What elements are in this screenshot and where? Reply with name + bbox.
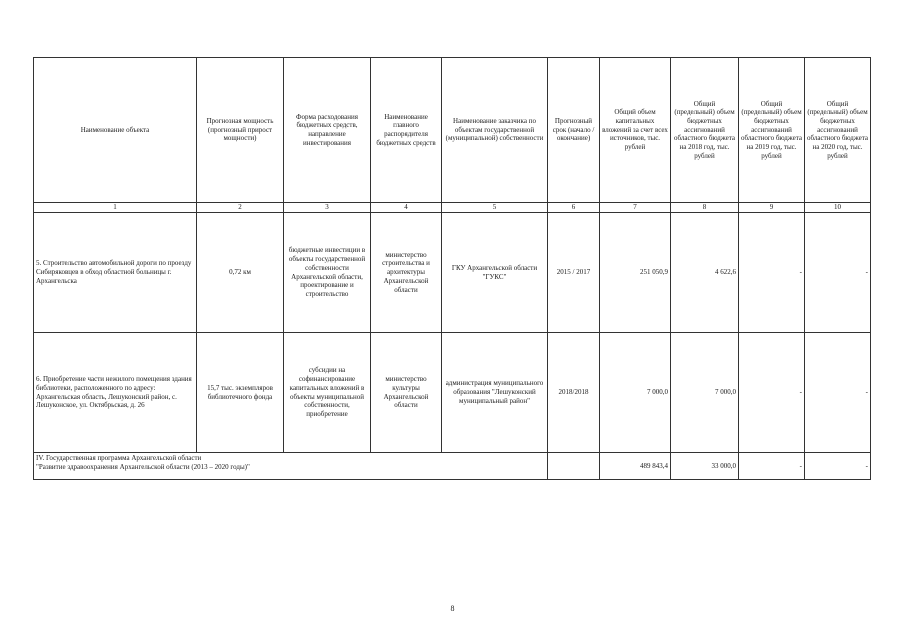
distributor-cell: министерство строительства и архитектуры Архангельской области — [371, 213, 442, 333]
program-row — [34, 453, 871, 480]
capacity-cell: 0,72 км — [197, 213, 284, 333]
budget-2020-cell: - — [805, 333, 871, 453]
capital-investments-table — [33, 57, 871, 480]
budget-2019-cell: - — [739, 333, 805, 453]
column-number: 2 — [197, 203, 284, 213]
program-budget-2020-cell: - — [805, 453, 871, 480]
program-title-cell — [34, 453, 548, 480]
header-budget-distributor: Наименование главного распорядителя бюджетных средств — [371, 58, 442, 203]
total-cell: 251 050,9 — [600, 213, 671, 333]
table-row — [34, 333, 871, 453]
column-number: 7 — [600, 203, 671, 213]
term-cell: 2018/2018 — [548, 333, 600, 453]
header-budget-2019: Общий (предельный) объем бюджетных ассигнований областного бюджета на 2019 год, тыс. рублей — [739, 58, 805, 203]
column-number: 8 — [671, 203, 739, 213]
term-cell: 2015 / 2017 — [548, 213, 600, 333]
header-row — [34, 58, 871, 203]
program-budget-2018-cell: 33 000,0 — [671, 453, 739, 480]
budget-2018-cell: 7 000,0 — [671, 333, 739, 453]
program-budget-2019-cell: - — [739, 453, 805, 480]
column-number: 4 — [371, 203, 442, 213]
page-number: 8 — [450, 604, 455, 613]
header-total-investment: Общий объем капитальных вложений за счет всех источников, тыс. рублей — [600, 58, 671, 203]
column-number: 1 — [34, 203, 197, 213]
budget-2020-cell: - — [805, 213, 871, 333]
column-number-row — [34, 203, 871, 213]
customer-cell: ГКУ Архангельской области "ГУКС" — [442, 213, 548, 333]
header-budget-2020: Общий (предельный) объем бюджетных ассигнований областного бюджета на 2020 год, тыс. рублей — [805, 58, 871, 203]
spending-form-cell: субсидии на софинансирование капитальных вложений в объекты муниципальной собственности, приобретение — [284, 333, 371, 453]
column-number: 5 — [442, 203, 548, 213]
program-term-cell — [548, 453, 600, 480]
header-spending-form: Форма расходования бюджетных средств, направление инвестирования — [284, 58, 371, 203]
column-number: 3 — [284, 203, 371, 213]
program-title-line-2: "Развитие здравоохранения Архангельской области (2013 – 2020 годы)" — [36, 462, 250, 471]
customer-cell: администрация муниципального образования "Лешуконский муниципальный район" — [442, 333, 548, 453]
header-customer: Наименование заказчика по объектам государственной (муниципальной) собственности — [442, 58, 548, 203]
capacity-cell: 15,7 тыс. экземпляров библиотечного фонда — [197, 333, 284, 453]
program-total-cell: 489 843,4 — [600, 453, 671, 480]
budget-2018-cell: 4 622,6 — [671, 213, 739, 333]
header-object-name: Наименование объекта — [34, 58, 197, 203]
column-number: 6 — [548, 203, 600, 213]
object-name-cell: 5. Строительство автомобильной дороги по проезду Сибиряковцев в обход областной больницы г. Архангельска — [34, 213, 197, 333]
total-cell: 7 000,0 — [600, 333, 671, 453]
spending-form-cell: бюджетные инвестиции в объекты государственной собственности Архангельской области, проектирование и строительство — [284, 213, 371, 333]
column-number: 9 — [739, 203, 805, 213]
table-row — [34, 213, 871, 333]
distributor-cell: министерство культуры Архангельской области — [371, 333, 442, 453]
object-name-cell: 6. Приобретение части нежилого помещения здания библиотеки, расположенного по адресу: Архангельская область, Лешуконский район, с. Лешуконское, ул. Октябрьская, д. 26 — [34, 333, 197, 453]
program-title-line-1: IV. Государственная программа Архангельской области — [36, 454, 202, 462]
header-capacity: Прогнозная мощность (прогнозный прирост мощности) — [197, 58, 284, 203]
header-term: Прогнозный срок (начало / окончание) — [548, 58, 600, 203]
header-budget-2018: Общий (предельный) объем бюджетных ассигнований областного бюджета на 2018 год, тыс. рублей — [671, 58, 739, 203]
column-number: 10 — [805, 203, 871, 213]
budget-2019-cell: - — [739, 213, 805, 333]
